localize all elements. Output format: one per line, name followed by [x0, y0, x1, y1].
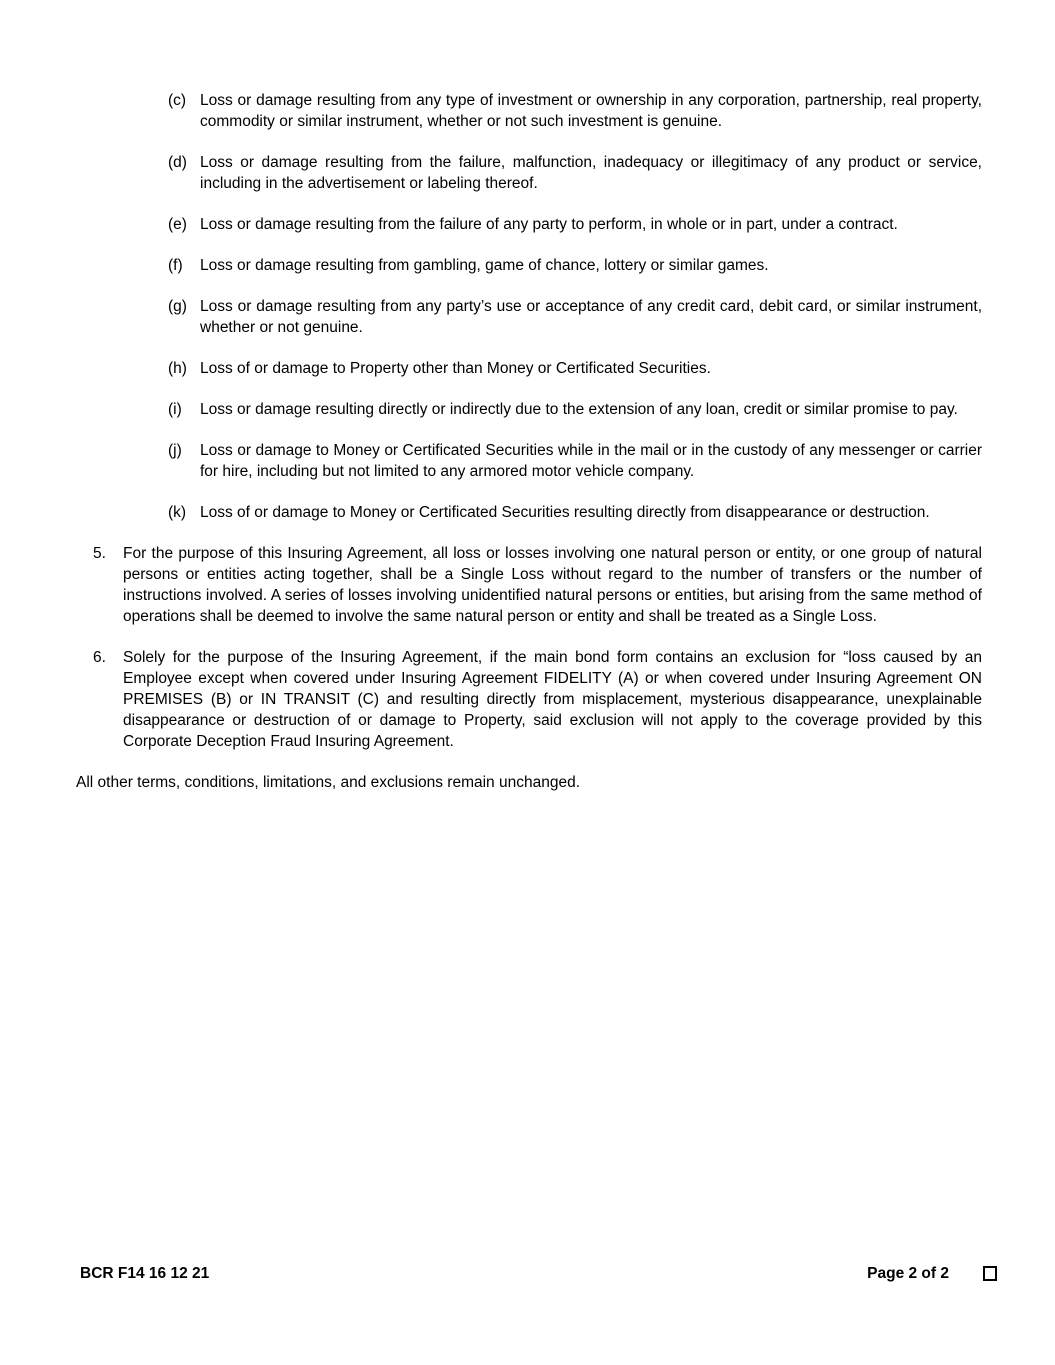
list-item: [168, 358, 1055, 379]
checkbox-square-icon: [983, 1266, 997, 1281]
lettered-exclusions-list: [0, 90, 1055, 523]
list-item: [168, 90, 1055, 132]
list-item-label: (k): [168, 504, 187, 521]
list-item-text: Loss or damage resulting from any party’s use or acceptance of any credit card, debit card, or similar instrument, whether or not genuine.: [200, 298, 982, 336]
list-item-label: (j): [168, 442, 182, 459]
list-item-text: Loss or damage resulting from the failure of any party to perform, in whole or in part, under a contract.: [200, 216, 898, 233]
list-item-label: (c): [168, 92, 187, 109]
list-item: [168, 399, 1055, 420]
page-footer: [0, 1263, 1055, 1284]
closing-paragraph: All other terms, conditions, limitations, and exclusions remain unchanged.: [76, 774, 581, 791]
list-item-label: (d): [168, 154, 187, 171]
list-item-label: (g): [168, 298, 187, 315]
page-indicator: Page 2 of 2: [867, 1265, 949, 1282]
list-item-label: (h): [168, 360, 187, 377]
list-item-label: (e): [168, 216, 187, 233]
list-item-text: Loss or damage resulting from the failure, malfunction, inadequacy or illegitimacy of any product or service, including in the advertisement or labeling thereof.: [200, 154, 982, 192]
list-item-label: 6.: [93, 649, 106, 666]
list-item-text: Loss of or damage to Property other than Money or Certificated Securities.: [200, 360, 711, 377]
list-item-text: Solely for the purpose of the Insuring Agreement, if the main bond form contains an exclusion for “loss caused by an Employee except when covered under Insuring Agreement FIDELITY (A) or when covered under Insuring Agreement ON PREMISES (B) or IN TRANSIT (C) and resulting directly from misplacement, mysterious disappearance, unexplainable disappearance or destruction of or damage to Property, said exclusion will not apply to the coverage provided by this Corporate Deception Fraud Insuring Agreement.: [123, 649, 982, 750]
list-item: [168, 152, 1055, 194]
list-item: [93, 543, 1055, 627]
list-item-text: Loss or damage resulting from gambling, game of chance, lottery or similar games.: [200, 257, 769, 274]
list-item-label: (f): [168, 257, 183, 274]
list-item: [93, 647, 1055, 752]
list-item: [168, 296, 1055, 338]
list-item-text: Loss or damage to Money or Certificated Securities while in the mail or in the custody of any messenger or carrier for hire, including but not limited to any armored motor vehicle company.: [200, 442, 982, 480]
list-item-label: 5.: [93, 545, 106, 562]
list-item: [168, 502, 1055, 523]
list-item-text: Loss or damage resulting from any type of investment or ownership in any corporation, partnership, real property, commodity or similar instrument, whether or not such investment is genuine.: [200, 92, 982, 130]
form-number: BCR F14 16 12 21: [80, 1265, 210, 1282]
list-item-label: (i): [168, 401, 182, 418]
list-item-text: For the purpose of this Insuring Agreement, all loss or losses involving one natural person or entity, or one group of natural persons or entities acting together, shall be a Single Loss without regard to the number of transfers or the number of instructions involved. A series of losses involving unidentified natural persons or entities, but arising from the same method of operations shall be deemed to involve the same natural person or entity and shall be treated as a Single Loss.: [123, 545, 982, 625]
numbered-provisions-list: [0, 543, 1055, 752]
list-item: [168, 214, 1055, 235]
list-item-text: Loss of or damage to Money or Certificated Securities resulting directly from disappearance or destruction.: [200, 504, 930, 521]
list-item: [168, 255, 1055, 276]
footer-right-group: [867, 1263, 997, 1284]
list-item: [168, 440, 1055, 482]
list-item-text: Loss or damage resulting directly or indirectly due to the extension of any loan, credit or similar promise to pay.: [200, 401, 958, 418]
